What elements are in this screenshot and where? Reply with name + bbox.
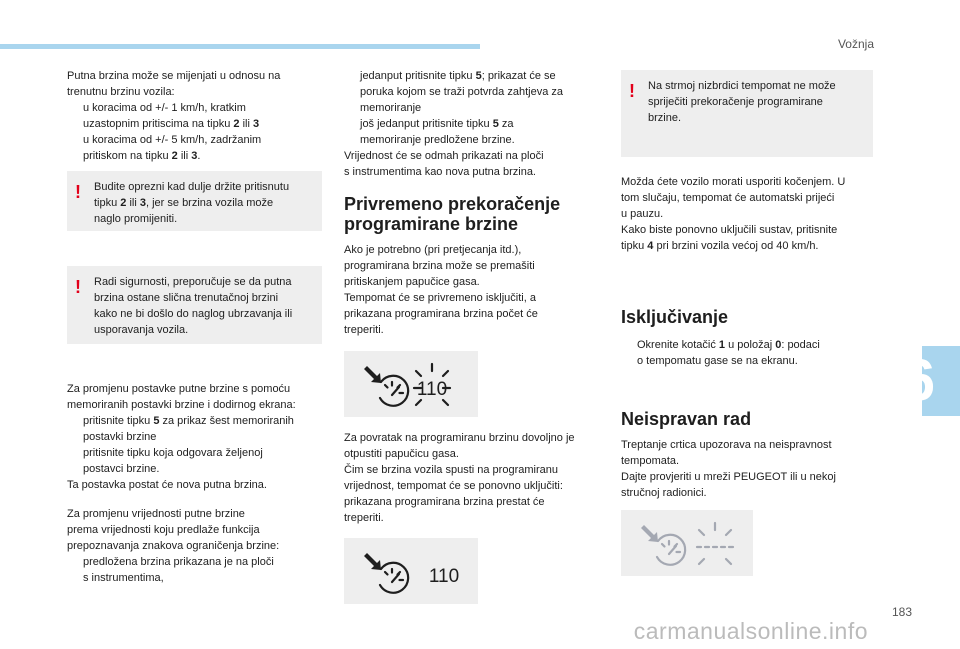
memory-speed-text: Za promjenu postavke putne brzine s pomoću memoriranih postavki brzine i dodirnog ekrana: pritisnite tipku 5 za prikaz šest memoriranih postavki brzine pritisnite tipku koja odgovara željenoj postavci brzine. Ta postavka postat će nova putna brzina. [67,383,296,491]
override-text: Ako je potrebno (pri pretjecanja itd.), programirana brzina može se premašiti pritiskanjem papučice gasa. Tempomat će se privremeno isključiti, a prikazana programirana brzina počet će treperiti. [344,244,538,336]
warning-note-downhill: ! Na strmoj nizbrdici tempomat ne može spriječiti prekoračenje programirane brzine. [621,70,873,157]
watermark: carmanualsonline.info [633,618,868,644]
speedometer-flashing-icon [344,351,478,417]
heading-temporary-override: Privremeno prekoračenje programirane brzine [344,194,561,234]
sign-recognition-text: Za promjenu vrijednosti putne brzine prema vrijednosti koju predlaže funkcija prepoznavanja znakova ograničenja brzine: predložena brzina prikazana je na ploči s instrumentima, [67,508,280,584]
heading-switch-off: Isključivanje [621,307,729,327]
speedometer-icon [344,538,478,604]
chapter-number: 6 [902,348,936,413]
header-accent-bar [0,44,480,49]
svg-text:110: 110 [416,379,448,400]
warning-icon: ! [75,182,81,202]
memorize-steps-text: jedanput pritisnite tipku 5; prikazat će se poruka kojom se traži potvrda zahtjeva za memoriranje još jedanput pritisnite tipku 5 za memoriranje predložene brzine. Vrijednost će se odmah prikazati na ploči s instrumentima kao nova putna brzina. [344,70,563,178]
warning-icon: ! [75,277,81,297]
page-number: 183 [891,605,912,619]
switch-off-text: Okrenite kotačić 1 u položaj 0: podaci o tempomatu gase se na ekranu. [637,339,820,367]
display-steady-speed [344,538,478,604]
section-title: Vožnja [837,37,874,51]
svg-text:110: 110 [428,566,460,587]
warning-icon: ! [629,81,635,101]
braking-text: Možda ćete vozilo morati usporiti kočenjem. U tom slučaju, tempomat će automatski prijeći u pauzu. Kako biste ponovno uključili sustav, pritisnite tipku 4 pri brzini vozila većoj od 40 km/h. [621,176,846,252]
display-flashing-speed [344,351,478,417]
heading-malfunction: Neispravan rad [621,409,752,429]
speed-adjust-text: Putna brzina može se mijenjati u odnosu na trenutnu brzinu vozila: u koracima od +/- 1 km/h, kratkim uzastopnim pritiscima na tipku 2 ili 3 u koracima od +/- 5 km/h, zadržanim pritiskom na tipku 2 ili 3. [67,70,281,162]
speedometer-fault-icon [621,510,753,576]
display-fault-dashes [621,510,753,576]
malfunction-text: Treptanje crtica upozorava na neispravnost tempomata. Dajte provjeriti u mreži PEUGEOT ili u nekoj stručnoj radionici. [621,439,836,499]
resume-text: Za povratak na programiranu brzinu dovoljno je otpustiti papučicu gasa. Čim se brzina vozila spusti na programiranu vrijednost, tempomat će se ponovno uključiti: prikazana programirana brzina prestat će treperiti. [344,432,575,524]
warning-note-safety: ! Radi sigurnosti, preporučuje se da putna brzina ostane slična trenutačnoj brzini kako ne bi došlo do naglog ubrzavanja ili usporavanja vozila. [67,266,322,344]
warning-note-hold-button: ! Budite oprezni kad dulje držite pritisnutu tipku 2 ili 3, jer se brzina vozila može naglo promijeniti. [67,171,322,231]
